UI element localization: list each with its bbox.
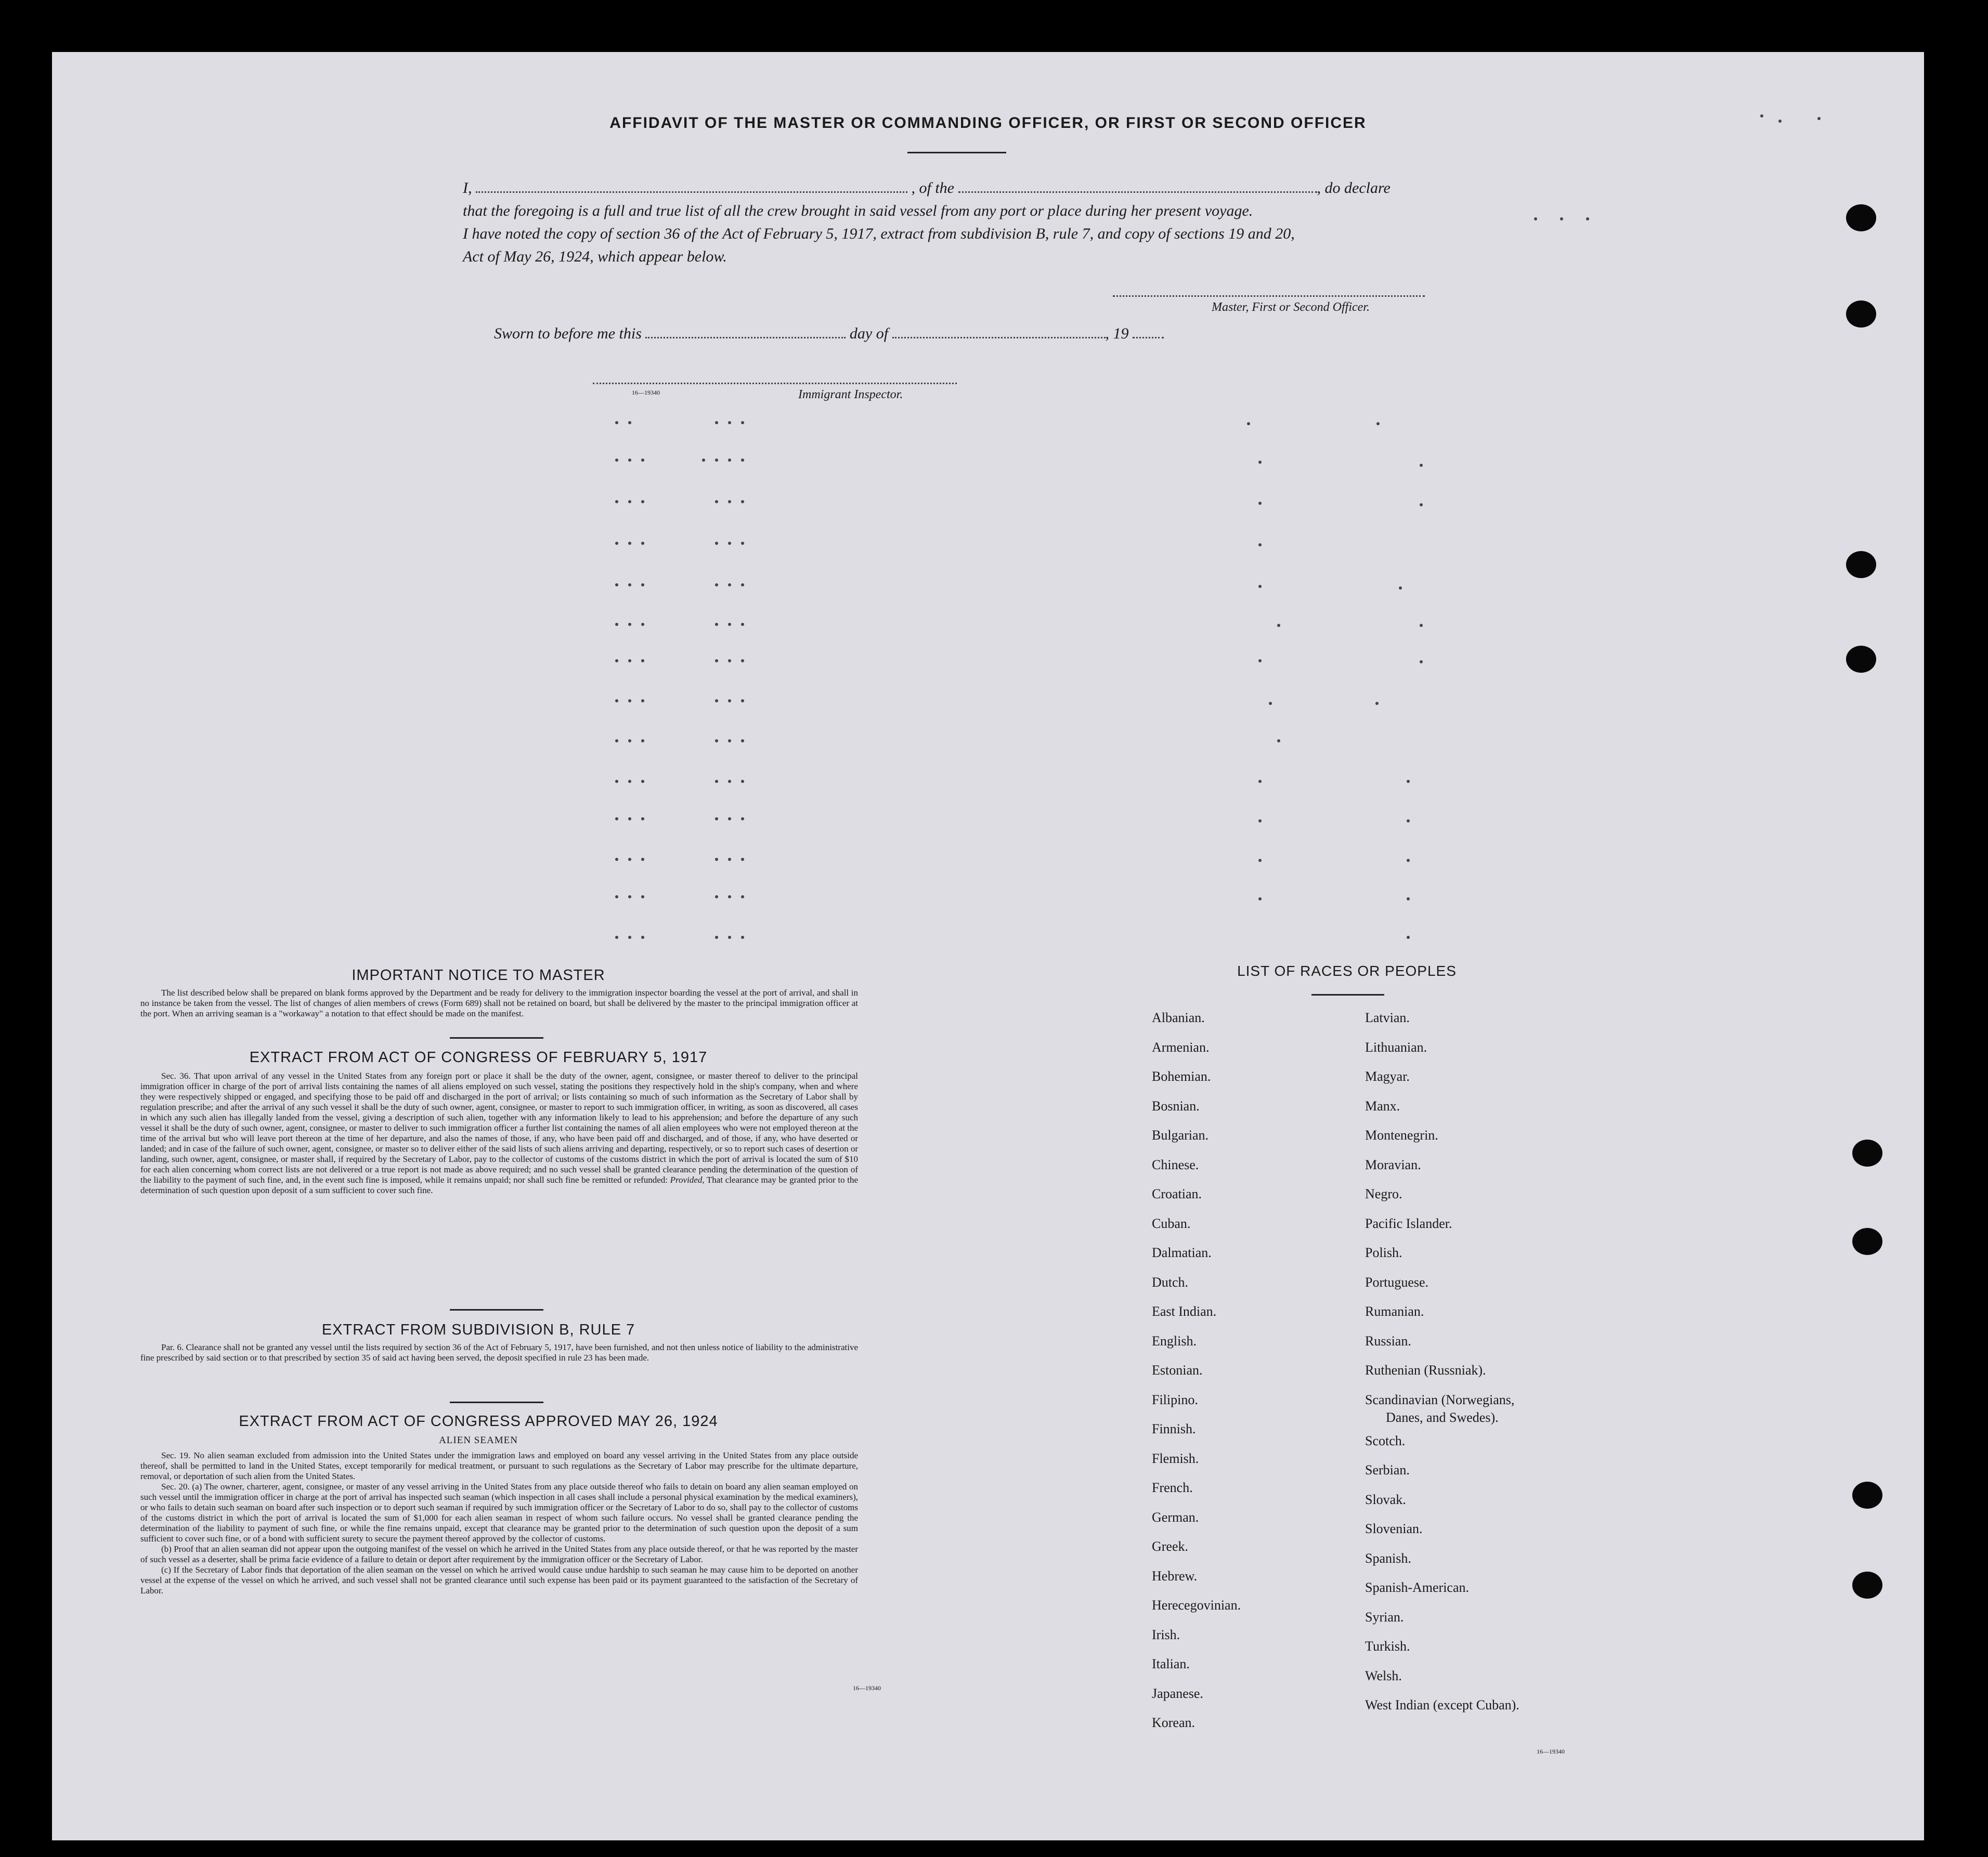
extract-form-number: 16—19340 (853, 1684, 881, 1692)
affidavit-form-number: 16—19340 (632, 389, 660, 396)
race-item: Cuban. (1152, 1215, 1191, 1231)
race-item: Croatian. (1152, 1186, 1202, 1201)
notice-text (140, 988, 858, 1019)
race-item: Serbian. (1365, 1462, 1410, 1477)
races-left-column (1152, 1003, 1241, 1738)
document-page (52, 52, 1924, 1840)
race-item: Rumanian. (1365, 1304, 1424, 1319)
race-item: Finnish. (1152, 1421, 1196, 1436)
sec36-label: Sec. 36. (161, 1071, 191, 1081)
extract-1924-text (140, 1450, 858, 1596)
alien-seamen-subtitle: ALIEN SEAMEN (439, 1435, 518, 1446)
rule7-paragraph: Par. 6. Clearance shall not be granted any vessel until the lists required by section 36 of the Act of February 5, 1917, have been furnished, and not then unless notice of liability to the administrative fine prescribed by said section or to that prescribed by section 35 of said act having been served, the deposit specified in rule 23 has been made. (140, 1342, 858, 1363)
race-item: Portuguese. (1365, 1274, 1429, 1290)
race-item: Bosnian. (1152, 1098, 1200, 1114)
race-item: Scandinavian (Norwegians, (1365, 1392, 1515, 1407)
sec19-paragraph: Sec. 19. No alien seaman excluded from admission into the United States under the immigration laws and employed on board any vessel arriving in the United States from any place outside thereof, shall be permitted to land in the United States, except temporarily for medical treatment, or pursuant to such regulations as the Secretary of Labor may prescribe for the ultimate departure, removal, or deportation of such alien from the United States. (140, 1450, 858, 1481)
race-item: Albanian. (1152, 1010, 1205, 1025)
race-item: English. (1152, 1333, 1197, 1349)
rule7-text (140, 1342, 858, 1363)
declaration-line-3: I have noted the copy of section 36 of the Act of February 5, 1917, extract from subdivision B, rule 7, and copy of sections 19 and 20, (463, 225, 1295, 242)
race-item: Slovenian. (1365, 1521, 1423, 1536)
day-of-label: day of (849, 325, 889, 342)
declaration-line-2: that the foregoing is a full and true list of all the crew brought in said vessel from any port or place during her present voyage. (463, 202, 1253, 219)
race-item: Estonian. (1152, 1363, 1203, 1378)
notice-title: IMPORTANT NOTICE TO MASTER (352, 967, 605, 984)
races-right-column (1365, 1003, 1519, 1720)
sec36-text: That upon arrival of any vessel in the United States from any foreign port or place it shall be the duty of the owner, agent, consignee, or master thereof to deliver to the principal immigration officer in charge of the port of arrival lists containing the names of all aliens employed on such vessel, stating the positions they respectively hold in the ship's company, when and where they were respectively shipped or engaged, and specifying those to be paid off and discharged in the port of arrival; or lists containing so much of such information as the Secretary of Labor shall by regulation prescribe; and after the arrival of any such vessel it shall be the duty of such owner, agent, consignee, or master to report to such immigration officer, in writing, as soon as discovered, all cases in which any such alien has illegally landed from the vessel, giving a description of such alien, together with any information likely to lead to his apprehension; and before the departure of any such vessel it shall be the duty of such owner, agent, consignee, or master to deliver to such immigration officer a further list containing the names of all alien employees who were not employed thereon at the time of the arrival but who will leave port thereon at the time of her departure, and also the names of those, if any, who have been paid off and discharged, and of those, if any, who have deserted or landed; and in case of the failure of such owner, agent, consignee, or master so to deliver either of the said lists of such aliens arriving and departing, respectively, or so to report such cases of desertion or landing, such owner, agent, consignee, or master shall, if required by the Secretary of Labor, pay to the collector of customs of the customs district in which the port of arrival is located the sum of $10 for each alien concerning whom correct lists are not delivered or a true report is not made as above required; and no such vessel shall be granted clearance pending the determination of the question of the liability to the payment of such fine, and, in the event such fine is imposed, while it remains unpaid; nor shall such fine be remitted or refunded: (140, 1071, 858, 1185)
race-item: Bulgarian. (1152, 1128, 1209, 1143)
race-item: Ruthenian (Russniak). (1365, 1363, 1486, 1378)
race-item-continued: Danes, and Swedes). (1386, 1409, 1499, 1425)
race-item: Lithuanian. (1365, 1039, 1427, 1055)
race-item: Welsh. (1365, 1668, 1402, 1683)
inspector-label: Immigrant Inspector. (798, 388, 903, 401)
race-item: Montenegrin. (1365, 1128, 1438, 1143)
race-item: Pacific Islander. (1365, 1215, 1452, 1231)
race-item: Polish. (1365, 1245, 1402, 1260)
race-item: Hebrew. (1152, 1568, 1198, 1584)
declaration-line-4: Act of May 26, 1924, which appear below. (463, 248, 727, 265)
race-item: Japanese. (1152, 1685, 1203, 1701)
race-item: German. (1152, 1509, 1199, 1525)
race-item: Bohemian. (1152, 1069, 1211, 1084)
extract-1917-text (140, 1071, 858, 1196)
race-item: Syrian. (1365, 1609, 1404, 1625)
race-item: Herecegovinian. (1152, 1598, 1241, 1613)
race-item: Armenian. (1152, 1039, 1210, 1055)
race-item: Latvian. (1365, 1010, 1410, 1025)
race-item: Turkish. (1365, 1639, 1410, 1654)
race-item: Scotch. (1365, 1433, 1406, 1448)
extract-1924-title: EXTRACT FROM ACT OF CONGRESS APPROVED MAY 26, 1924 (239, 1413, 718, 1430)
section-divider (450, 1309, 543, 1311)
year-label: , 19 (1105, 325, 1129, 342)
proviso-text: That clearance may be granted prior to the determination of such question upon deposit of a sum sufficient to cover such fine. (140, 1175, 858, 1195)
affidavit-title: AFFIDAVIT OF THE MASTER OR COMMANDING OFFICER, OR FIRST OR SECOND OFFICER (609, 114, 1367, 132)
race-item: French. (1152, 1480, 1193, 1495)
race-item: Slovak. (1365, 1492, 1406, 1507)
races-divider (1311, 994, 1384, 996)
race-item: Korean. (1152, 1715, 1196, 1730)
races-title: LIST OF RACES OR PEOPLES (1237, 963, 1457, 979)
race-item: Dalmatian. (1152, 1245, 1212, 1260)
race-item: Flemish. (1152, 1450, 1199, 1466)
i-label: I, (463, 179, 472, 197)
race-item: Filipino. (1152, 1392, 1198, 1407)
races-form-number: 16—19340 (1537, 1748, 1565, 1755)
race-item: Magyar. (1365, 1069, 1410, 1084)
race-item: Negro. (1365, 1186, 1402, 1201)
section-divider (450, 1402, 543, 1403)
sec20c-paragraph: (c) If the Secretary of Labor finds that deportation of the alien seaman on the vessel on which he arrived would cause undue hardship to such seaman he may cause him to be deported on another vessel at the expense of the vessel on which he arrived, and such vessel shall not be granted clearance until such expense has been paid or its payment guaranteed to the satisfaction of the Secretary of Labor. (140, 1565, 858, 1596)
race-item: Dutch. (1152, 1274, 1189, 1290)
race-item: Spanish-American. (1365, 1580, 1470, 1595)
sec20a-paragraph: Sec. 20. (a) The owner, charterer, agent, consignee, or master of any vessel arriving in the United States from any place outside thereof who fails to detain on board any alien seaman employed on such vessel until the immigration officer in charge at the port of arrival has inspected such seaman (which inspection in all cases shall include a personal physical examination by the medical examiners), or who fails to detain such seaman on board after such inspection or to deport such seaman if required by such immigration officer or the Secretary of Labor to do so, shall pay to the collector of customs of the customs district in which the port of arrival is located the sum of $1,000 for each alien seaman in respect of whom such failure occurs. No vessel shall be granted clearance pending the determination of the liability to payment of such fine, or while the fine remains unpaid, except that clearance may be granted prior to the determination of such question upon the deposit of a sum sufficient to cover such fine, or of a bond with sufficient surety to secure the payment thereof approved by the collector of customs. (140, 1482, 858, 1544)
of-the-label: , of the (911, 179, 954, 197)
section-divider (450, 1037, 543, 1039)
sworn-label: Sworn to before me this (494, 325, 642, 342)
declare-label: , do declare (1317, 179, 1391, 197)
race-item: Manx. (1365, 1098, 1400, 1114)
master-signature-label: Master, First or Second Officer. (1212, 300, 1370, 314)
proviso-label: Provided, (670, 1175, 705, 1185)
race-item: Italian. (1152, 1656, 1190, 1671)
notice-paragraph: The list described below shall be prepared on blank forms approved by the Department and be ready for delivery to the immigration inspector boarding the vessel at the port of arrival, and shall in no instance be taken from the vessel. The list of changes of alien members of crews (Form 689) shall not be retained on board, but shall be delivered by the master to the principal immigration officer at the port. When an arriving seaman is a "workaway" a notation to that effect should be made on the manifest. (140, 988, 858, 1018)
rule7-title: EXTRACT FROM SUBDIVISION B, RULE 7 (321, 1322, 635, 1338)
extract-1917-title: EXTRACT FROM ACT OF CONGRESS OF FEBRUARY 5, 1917 (249, 1049, 708, 1066)
race-item: Irish. (1152, 1627, 1180, 1642)
sec20b-paragraph: (b) Proof that an alien seaman did not appear upon the outgoing manifest of the vessel on which he arrived in the United States from any place outside thereof, or that he was reported by the master of such vessel as a deserter, shall be prima facie evidence of a failure to detain or deport after requirement by the immigration officer or the Secretary of Labor. (140, 1544, 858, 1564)
race-item: East Indian. (1152, 1304, 1217, 1319)
race-item: West Indian (except Cuban). (1365, 1697, 1519, 1712)
race-item: Russian. (1365, 1333, 1411, 1349)
race-item: Greek. (1152, 1539, 1189, 1554)
race-item: Spanish. (1365, 1550, 1411, 1566)
race-item: Chinese. (1152, 1157, 1199, 1172)
race-item: Moravian. (1365, 1157, 1421, 1172)
